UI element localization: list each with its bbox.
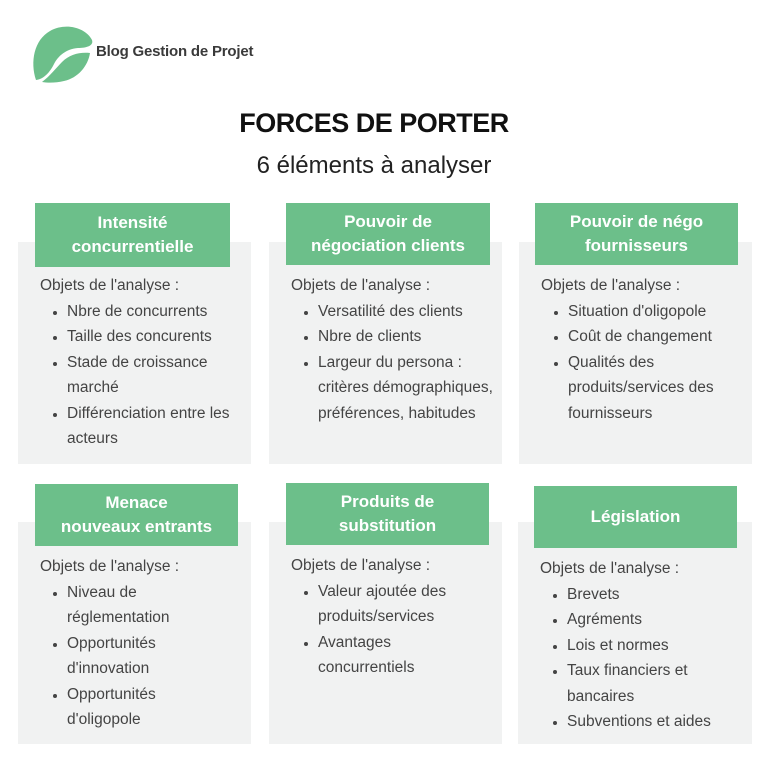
page-subtitle: 6 éléments à analyser [256, 152, 492, 179]
card-title-substitution: Produits de substitution [286, 483, 489, 545]
card-intro: Objets de l'analyse : [40, 277, 180, 294]
list-item: • Agréments [567, 607, 745, 633]
list-item: • Opportunités d'innovation [67, 631, 185, 682]
list-item: • Différenciation entre les acteurs [67, 401, 232, 452]
list-item: • Versatilité des clients [318, 299, 501, 325]
card-intro: Objets de l'analyse : [540, 560, 680, 577]
list-item: • Valeur ajoutée des produits/services [318, 579, 468, 630]
list-item: • Subventions et aides [567, 709, 745, 735]
card-list [291, 299, 501, 427]
card-title-intensite: Intensité concurrentielle [35, 203, 230, 267]
card-list [291, 579, 496, 681]
card-list [40, 580, 245, 733]
list-item: • Qualités des produits/services des fournisseurs [568, 350, 740, 427]
page-title: FORCES DE PORTER [239, 108, 509, 138]
logo-leaf-icon [28, 22, 94, 84]
card-list [540, 582, 745, 735]
list-item: • Lois et normes [567, 633, 745, 659]
card-body-intensite [40, 273, 245, 452]
list-item: • Nbre de concurrents [67, 299, 245, 325]
list-item: • Brevets [567, 582, 745, 608]
list-item: • Stade de croissance marché [67, 350, 225, 401]
card-body-nouveaux-entrants [40, 554, 245, 733]
card-title-clients: Pouvoir de négociation clients [286, 203, 490, 265]
card-intro: Objets de l'analyse : [541, 277, 681, 294]
card-intro: Objets de l'analyse : [291, 557, 431, 574]
card-body-clients [291, 273, 501, 426]
brand-name: Blog Gestion de Projet [96, 43, 254, 60]
card-body-fournisseurs [541, 273, 746, 426]
list-item: • Coût de changement [568, 324, 746, 350]
card-body-legislation [540, 556, 745, 735]
card-title-legislation: Législation [534, 486, 737, 548]
card-list [541, 299, 746, 427]
list-item: • Nbre de clients [318, 324, 501, 350]
list-item: • Situation d'oligopole [568, 299, 746, 325]
list-item: • Taille des concurents [67, 324, 245, 350]
list-item: • Taux financiers et bancaires [567, 658, 712, 709]
list-item: • Avantages concurrentiels [318, 630, 438, 681]
card-intro: Objets de l'analyse : [40, 558, 180, 575]
card-intro: Objets de l'analyse : [291, 277, 431, 294]
card-body-substitution [291, 553, 496, 681]
list-item: • Opportunités d'oligopole [67, 682, 185, 733]
card-title-nouveaux-entrants: Menace nouveaux entrants [35, 484, 238, 546]
list-item: • Largeur du persona : critères démographiques, préférences, habitudes [318, 350, 496, 427]
card-title-fournisseurs: Pouvoir de négo fournisseurs [535, 203, 738, 265]
card-list [40, 299, 245, 452]
list-item: • Niveau de réglementation [67, 580, 195, 631]
